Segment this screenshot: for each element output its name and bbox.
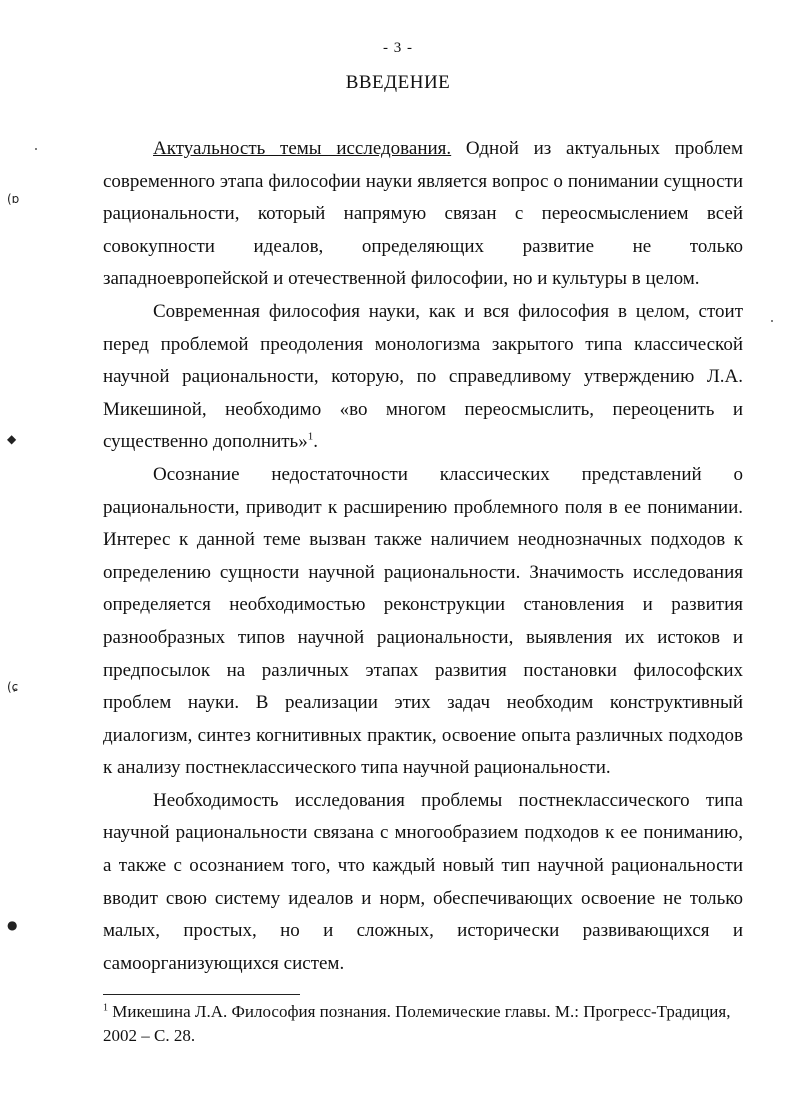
paragraph-4	[103, 785, 743, 981]
paragraph-4-text: Необходимость исследования проблемы постнеклассического типа научной рациональности связана с многообразием подходов к ее пониманию, а также с осознанием того, что каждый новый тип научной рациональности вводит свою систему идеалов и норм, обеспечивающих освоение не только малых, простых, но и сложных, исторически развивающихся и самоорганизующихся систем.	[103, 789, 743, 974]
binder-hole-mark: ●	[7, 918, 18, 932]
scan-speck	[771, 320, 773, 322]
binder-hole-mark: (ɒ	[7, 192, 20, 206]
paragraph-2-text: Современная философия науки, как и вся философия в целом, стоит перед проблемой преодоления монологизма закрытого типа классической научной рациональности, которую, по справедливому утверждению Л.А. Микешиной, необходимо «во многом переосмыслить, переоценить и существенно дополнить»	[103, 300, 743, 453]
page-number: - 3 -	[383, 40, 413, 56]
binder-hole-mark: ◆	[7, 432, 17, 446]
binder-hole-mark: (ɕ	[7, 680, 19, 694]
page-title: ВВЕДЕНИЕ	[345, 72, 451, 93]
paragraph-2-tail: .	[313, 431, 318, 453]
footnote-text: Микешина Л.А. Философия познания. Полемические главы. М.: Прогресс-Традиция, 2002 – С. 28.	[103, 1002, 731, 1045]
footnote-mark: 1	[103, 1002, 108, 1014]
paragraph-3-text: Осознание недостаточности классических представлений о рациональности, приводит к расширению проблемного поля в ее понимании. Интерес к данной теме вызван также наличием неоднозначных подходов к определению сущности научной рациональности. Значимость исследования определяется необходимостью реконструкции становления и развития разнообразных типов научной рациональности, выявления их истоков и предпосылок на различных этапах развития постановки философских проблем науки. В реализации этих задач необходим конструктивный диалогизм, синтез когнитивных практик, освоение опыта различных подходов к анализу постнеклассического типа научной рациональности.	[103, 463, 743, 779]
paragraph-1-text: Одной из актуальных проблем современного этапа философии науки является вопрос о понимании сущности рациональности, который напрямую связан с переосмыслением всей совокупности идеалов, определяющих развитие не только западноевропейской и отечественной философии, но и культуры в целом.	[103, 138, 744, 290]
section-lead: Актуальность темы исследования.	[153, 138, 452, 159]
paragraph-2	[103, 296, 743, 459]
paragraph-3	[103, 459, 743, 785]
main-text	[103, 133, 743, 980]
paragraph-1	[103, 133, 743, 296]
footnote-reference: 1	[307, 431, 314, 444]
footnote	[103, 1000, 743, 1048]
footnote-divider	[103, 994, 300, 995]
scan-speck	[35, 148, 37, 150]
